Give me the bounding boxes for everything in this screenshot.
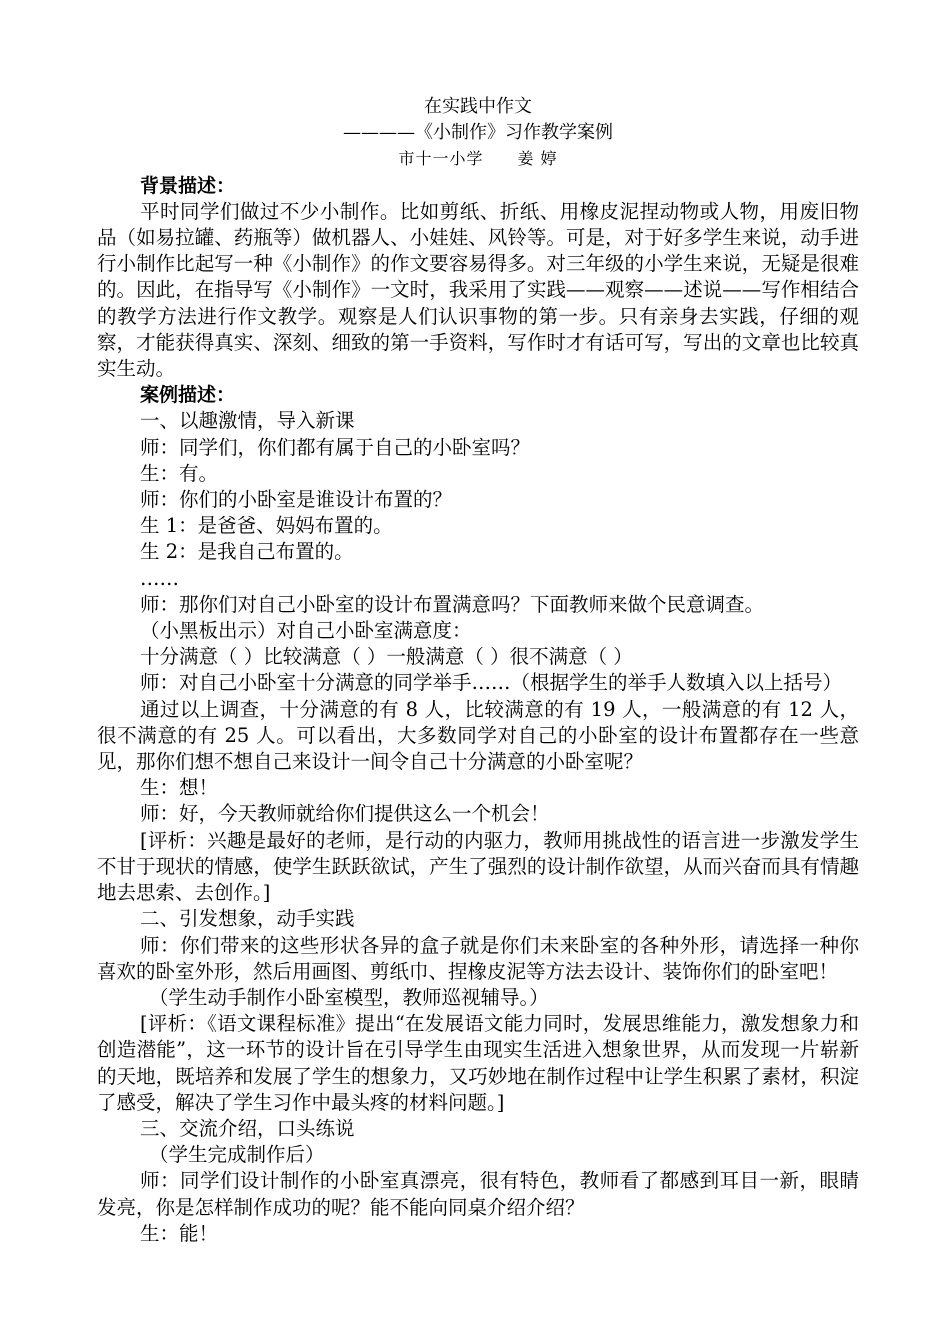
heading-background: 背景描述：	[140, 174, 236, 197]
ellipsis-line: ……	[140, 566, 179, 590]
section-1-title: 一、以趣激情，导入新课	[140, 409, 355, 433]
dialogue-line: 生：有。	[140, 461, 219, 485]
survey-result-paragraph: 通过以上调查，十分满意的有 8 人，比较满意的有 19 人，一般满意的有 12 人，很不满意的有 25 人。可以看出，大多数同学对自己的小卧室的设计布置都存在一些意见，那你们想不想自己来设计一间令自己十分满意的小卧室呢？	[97, 697, 859, 774]
section-2-title: 二、引发想象，动手实践	[140, 907, 355, 931]
dialogue-line: 师：同学们，你们都有属于自己的小卧室吗？	[140, 435, 531, 459]
comment-paragraph: [评析：兴趣是最好的老师，是行动的内驱力，教师用挑战性的语言进一步激发学生不甘于现状的情感，使学生跃跃欲试，产生了强烈的设计制作欲望，从而兴奋而具有情趣地去思索、去创作。]	[97, 828, 859, 905]
dialogue-line: 生 2：是我自己布置的。	[140, 540, 354, 564]
section-3-title: 三、交流介绍，口头练说	[140, 1116, 355, 1140]
document-subtitle: ————《小制作》习作教学案例	[343, 122, 613, 144]
comment-paragraph: [评析：《语文课程标准》提出“在发展语文能力同时，发展思维能力，激发想象力和创造潜能”，这一环节的设计旨在引导学生由现实生活进入想象世界，从而发现一片崭新的天地，既培养和发展了学生的想象力，又巧妙地在制作过程中让学生积累了素材，积淀了感受，解决了学生习作中最头疼的材料问题。]	[97, 1012, 859, 1114]
dialogue-line: 生：想！	[140, 776, 219, 800]
dialogue-line: 师：你们的小卧室是谁设计布置的？	[140, 488, 453, 512]
activity-note: （学生完成制作后）	[149, 1143, 325, 1167]
author-line	[97, 146, 859, 172]
instruction-paragraph: 师：你们带来的这些形状各异的盒子就是你们未来卧室的各种外形，请选择一种你喜欢的卧室外形，然后用画图、剪纸巾、捏橡皮泥等方法去设计、装饰你们的卧室吧！	[97, 933, 859, 983]
document-body	[97, 94, 859, 1247]
dialogue-paragraph: 师：同学们设计制作的小卧室真漂亮，很有特色，教师看了都感到耳目一新，眼睛发亮，你是怎样制作成功的呢？能不能向同桌介绍介绍？	[97, 1169, 859, 1219]
heading-case: 案例描述：	[140, 384, 236, 407]
survey-instruction-paragraph: 师：对自己小卧室十分满意的同学举手……（根据学生的举手人数填入以上括号）	[140, 671, 843, 695]
author-school: 市十一小学	[398, 149, 484, 169]
background-paragraph: 平时同学们做过不少小制作。比如剪纸、折纸、用橡皮泥捏动物或人物，用废旧物品（如易拉罐、药瓶等）做机器人、小娃娃、风铃等。可是，对于好多学生来说，动手进行小制作比起写一种《小制作》的作文要容易得多。对三年级的小学生来说，无疑是很难的。因此，在指导写《小制作》一文时，我采用了实践——观察——述说——写作相结合的教学方法进行作文教学。观察是人们认识事物的第一步。只有亲身去实践，仔细的观察，才能获得真实、深刻、细致的第一手资料，写作时才有话可写，写出的文章也比较真实生动。	[97, 199, 859, 381]
survey-options-line: 十分满意（ ）比较满意（ ）一般满意（ ）很不满意（ ）	[140, 645, 633, 669]
author-name: 姜 婷	[517, 149, 558, 169]
activity-note: （学生动手制作小卧室模型，教师巡视辅导。）	[149, 985, 549, 1009]
dialogue-line: 生 1：是爸爸、妈妈布置的。	[140, 514, 393, 538]
document-title: 在实践中作文	[424, 96, 532, 117]
blackboard-line: （小黑板出示）对自己小卧室满意度：	[140, 619, 472, 643]
dialogue-line: 师：好，今天教师就给你们提供这么一个机会！	[140, 802, 550, 826]
dialogue-line: 师：那你们对自己小卧室的设计布置满意吗？下面教师来做个民意调查。	[140, 592, 765, 616]
dialogue-line: 生：能！	[140, 1221, 219, 1245]
